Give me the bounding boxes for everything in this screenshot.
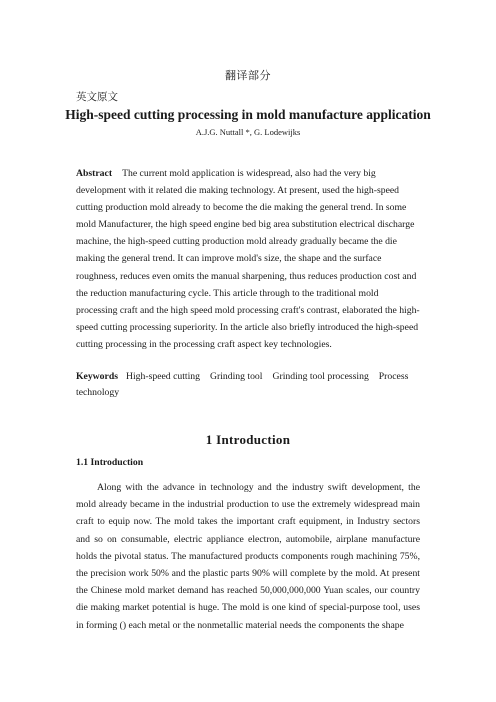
translation-section-title: 翻译部分 bbox=[225, 69, 271, 82]
keyword-item: Grinding tool bbox=[209, 371, 263, 382]
abstract-text: The current mold application is widespread, also had the very big development with it related die making technology. At present, used the high-speed cutting production mold already to become the die making the general trend. In some mold Manufacturer, the high speed engine bed big area substitution electrical discharge machine, the high-speed cutting production mold already gradually became the die making the general trend. It can improve mold's size, the shape and the surface roughness, reduces even omits the manual sharpening, thus reduces production cost and the reduction manufacturing cycle. This article through to the traditional mold processing craft and the high speed mold processing craft's contrast, elaborated the high-speed cutting processing superiority. In the article also briefly introduced the high-speed cutting processing in the processing craft aspect key technologies. bbox=[76, 168, 420, 350]
chapter-title: 1 Introduction bbox=[205, 432, 291, 447]
subsection-title: 1.1 Introduction bbox=[76, 457, 144, 468]
paper-authors: A.J.G. Nuttall *, G. Lodewijks bbox=[195, 127, 301, 137]
paper-title: High-speed cutting processing in mold manufacture application bbox=[65, 107, 431, 122]
keywords-label: Keywords bbox=[76, 371, 118, 382]
abstract-label: Abstract bbox=[76, 168, 113, 179]
keywords-paragraph bbox=[76, 369, 420, 401]
keyword-item: High-speed cutting bbox=[125, 371, 200, 382]
keyword-item: Grinding tool processing bbox=[272, 371, 369, 382]
original-text-label: 英文原文 bbox=[76, 91, 118, 103]
abstract-paragraph bbox=[76, 165, 420, 353]
introduction-paragraph: Along with the advance in technology and the industry swift development, the mold already became in the industrial production to use the extremely widespread main craft to equip now. The mold takes the important craft equipment, in Industry sectors and so on consumable, electric appliance electron, automobile, airplane manufacture holds the pivotal status. The manufactured products components rough machining 75%, the precision work 50% and the plastic parts 90% will complete by the mold. At present the Chinese mold market demand has reached 50,000,000,000 Yuan scales, our country die making market potential is huge. The mold is one kind of special-purpose tool, uses in forming () each metal or the nonmetallic material needs the components the shape bbox=[76, 482, 420, 631]
keyword-item: Process technology bbox=[76, 371, 409, 398]
